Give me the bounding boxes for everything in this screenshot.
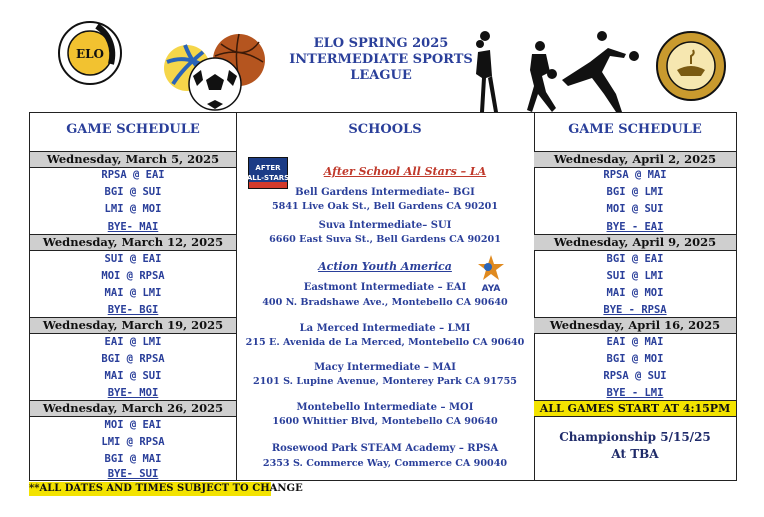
school-name: Rosewood Park STEAM Academy – RPSA bbox=[271, 443, 499, 454]
school-address: 1600 Whittier Blvd, Montebello CA 90640 bbox=[272, 416, 498, 427]
bye-team: BYE - RPSA bbox=[603, 304, 667, 316]
game-matchup: SUI @ EAI bbox=[104, 253, 162, 265]
left-schedule-column bbox=[30, 113, 237, 480]
title-line-2: INTERMEDIATE SPORTS bbox=[289, 52, 473, 67]
bye-team: BYE - LMI bbox=[606, 387, 664, 399]
aya-logo-text: AYA bbox=[481, 284, 501, 294]
game-matchup: LMI @ RPSA bbox=[101, 436, 165, 448]
school-address: 2353 S. Commerce Way, Commerce CA 90040 bbox=[262, 458, 508, 469]
bye-team: BYE- SUI bbox=[107, 468, 159, 480]
schools-column bbox=[236, 113, 535, 480]
date-bar: Wednesday, March 12, 2025 bbox=[30, 234, 236, 251]
date-bar: Wednesday, April 2, 2025 bbox=[534, 151, 736, 168]
date-bar: Wednesday, March 5, 2025 bbox=[30, 151, 236, 168]
school-address: 6660 East Suva St., Bell Gardens CA 90201 bbox=[269, 234, 501, 245]
game-matchup: BGI @ SUI bbox=[104, 186, 162, 198]
game-matchup: BGI @ MAI bbox=[104, 453, 162, 465]
date-bar: Wednesday, April 16, 2025 bbox=[534, 317, 736, 334]
district-seal-logo bbox=[655, 30, 727, 102]
game-matchup: MAI @ LMI bbox=[104, 287, 162, 299]
svg-text:AFTER: AFTER bbox=[255, 164, 281, 172]
game-matchup: EAI @ LMI bbox=[104, 336, 162, 348]
aya-org-name: Action Youth America bbox=[318, 260, 452, 273]
game-matchup: BGI @ LMI bbox=[606, 186, 664, 198]
svg-text:ALL-STARS: ALL-STARS bbox=[246, 174, 290, 182]
school-name: La Merced Intermediate – LMI bbox=[299, 323, 471, 334]
school-name: Montebello Intermediate – MOI bbox=[296, 402, 474, 413]
date-bar: Wednesday, April 9, 2025 bbox=[534, 234, 736, 251]
right-schedule-column bbox=[534, 113, 736, 480]
date-bar: Wednesday, March 19, 2025 bbox=[30, 317, 236, 334]
school-name: Macy Intermediate – MAI bbox=[314, 362, 456, 373]
game-matchup: MAI @ MOI bbox=[606, 287, 664, 299]
athlete-silhouettes-image bbox=[462, 28, 644, 114]
left-column-heading: GAME SCHEDULE bbox=[66, 122, 200, 137]
school-address: 2101 S. Lupine Avenue, Monterey Park CA 91755 bbox=[253, 376, 517, 387]
game-matchup: SUI @ LMI bbox=[606, 270, 664, 282]
game-matchup: MOI @ SUI bbox=[606, 203, 664, 215]
game-matchup: MOI @ RPSA bbox=[101, 270, 165, 282]
date-bar: Wednesday, March 26, 2025 bbox=[30, 400, 236, 417]
school-address: 215 E. Avenida de La Merced, Montebello CA 90640 bbox=[245, 337, 525, 348]
school-address: 5841 Live Oak St., Bell Gardens CA 90201 bbox=[271, 201, 499, 212]
game-matchup: RPSA @ SUI bbox=[603, 370, 667, 382]
championship-line: Championship 5/15/25 bbox=[559, 430, 711, 444]
schedule-grid bbox=[29, 112, 737, 481]
school-address: 400 N. Bradshawe Ave., Montebello CA 90640 bbox=[262, 297, 508, 308]
bye-team: BYE- MAI bbox=[107, 221, 159, 233]
disclaimer-note: **ALL DATES AND TIMES SUBJECT TO CHANGE bbox=[29, 483, 303, 494]
game-matchup: LMI @ MOI bbox=[104, 203, 162, 215]
game-matchup: EAI @ MAI bbox=[606, 336, 664, 348]
asas-org-name: After School All Stars – LA bbox=[323, 165, 487, 178]
bye-team: BYE - EAI bbox=[606, 221, 664, 233]
title-line-1: ELO SPRING 2025 bbox=[313, 36, 449, 51]
school-name: Suva Intermediate– SUI bbox=[318, 220, 452, 231]
game-matchup: BGI @ RPSA bbox=[101, 353, 165, 365]
elo-logo bbox=[57, 20, 123, 86]
schools-heading: SCHOOLS bbox=[348, 122, 422, 137]
right-column-heading: GAME SCHEDULE bbox=[568, 122, 702, 137]
school-name: Eastmont Intermediate – EAI bbox=[303, 282, 467, 293]
start-time-banner: ALL GAMES START AT 4:15PM bbox=[534, 400, 736, 417]
elo-logo-text: ELO bbox=[75, 47, 105, 61]
game-matchup: BGI @ MOI bbox=[606, 353, 664, 365]
page-title bbox=[288, 36, 474, 84]
bye-team: BYE- BGI bbox=[107, 304, 159, 316]
championship-location: At TBA bbox=[611, 447, 659, 461]
sports-balls-image bbox=[163, 32, 267, 112]
school-name: Bell Gardens Intermediate– BGI bbox=[295, 187, 475, 198]
game-matchup: RPSA @ EAI bbox=[101, 169, 165, 181]
title-line-3: LEAGUE bbox=[350, 68, 412, 83]
game-matchup: RPSA @ MAI bbox=[603, 169, 667, 181]
bye-team: BYE- MOI bbox=[107, 387, 159, 399]
game-matchup: MOI @ EAI bbox=[104, 419, 162, 431]
game-matchup: MAI @ SUI bbox=[104, 370, 162, 382]
game-matchup: BGI @ EAI bbox=[606, 253, 664, 265]
